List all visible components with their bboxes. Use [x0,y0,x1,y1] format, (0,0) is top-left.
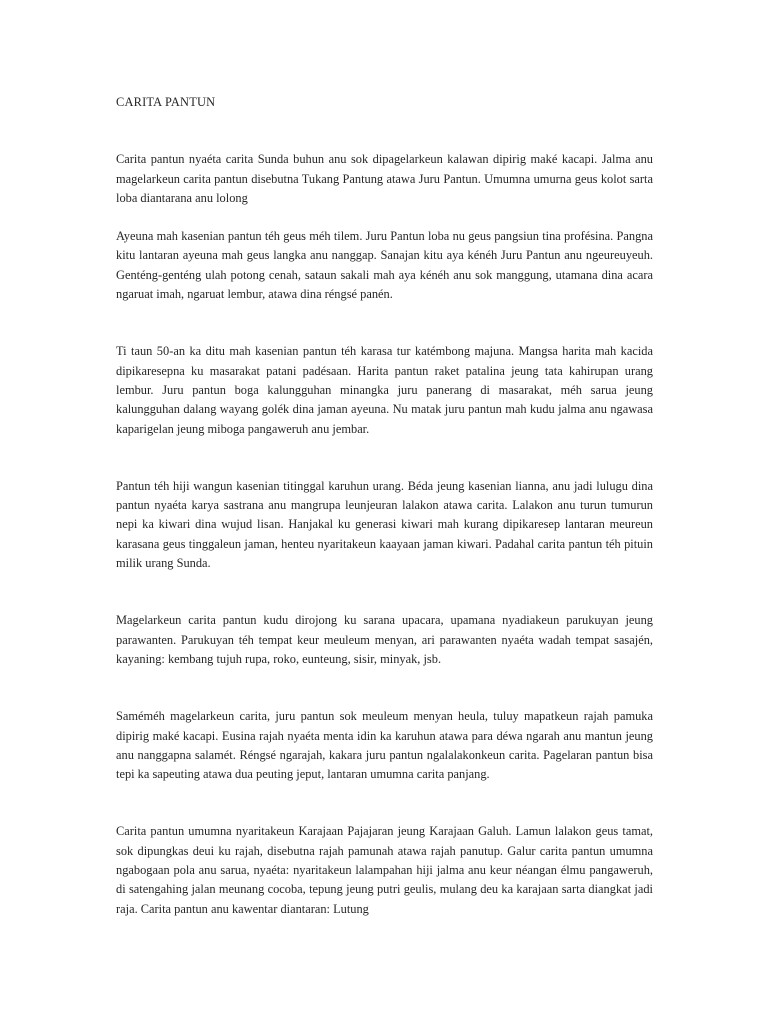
paragraph-3: Ti taun 50-an ka ditu mah kasenian pantun téh karasa tur katémbong majuna. Mangsa harita mah kacida dipikaresepna ku masarakat patani padésaan. Harita pantun raket patalina jeung tata kahirupan urang lembur. Juru pantun boga kalungguhan minangka juru panerang di masarakat, méh sarua jeung kalungguhan dalang wayang golék dina jaman ayeuna. Nu matak juru pantun mah kudu jalma anu ngawasa kaparigelan jeung miboga pangaweruh anu jembar. [116,344,653,436]
document-body [116,93,653,919]
paragraph-1: Carita pantun nyaéta carita Sunda buhun anu sok dipagelarkeun kalawan dipirig maké kacapi. Jalma anu magelarkeun carita pantun disebutna Tukang Pantung atawa Juru Pantun. Umumna umurna geus kolot sarta loba diantarana anu lolong [116,152,653,205]
document-title: CARITA PANTUN [116,95,216,109]
paragraph-2: Ayeuna mah kasenian pantun téh geus méh tilem. Juru Pantun loba nu geus pangsiun tina profésina. Pangna kitu lantaran ayeuna mah geus langka anu nanggap. Sanajan kitu aya kénéh Juru Pantun anu ngeureuyeuh. Genténg-genténg ulah potong cenah, sataun sakali mah aya kénéh anu sok manggung, utamana dina acara ngaruat imah, ngaruat lembur, atawa dina réngsé panén. [116,229,653,302]
paragraph-7: Carita pantun umumna nyaritakeun Karajaan Pajajaran jeung Karajaan Galuh. Lamun lalakon geus tamat, sok dipungkas deui ku rajah, disebutna rajah pamunah atawa rajah panutup. Galur carita pantun umumna ngabogaan pola anu sarua, nyaéta: nyaritakeun lalampahan hiji jalma anu keur néangan élmu pangaweruh, di satengahing jalan meunang cocoba, tepung jeung putri geulis, mulang deu ka karajaan sarta diangkat jadi raja. Carita pantun anu kawentar diantaran: Lutung [116,824,653,916]
paragraph-5: Magelarkeun carita pantun kudu dirojong ku sarana upacara, upamana nyadiakeun parukuyan jeung parawanten. Parukuyan téh tempat keur meuleum menyan, ari parawanten nyaéta wadah tempat sasajén, kayaning: kembang tujuh rupa, roko, eunteung, sisir, minyak, jsb. [116,613,653,666]
paragraph-4: Pantun téh hiji wangun kasenian titinggal karuhun urang. Béda jeung kasenian lianna, anu jadi lulugu dina pantun nyaéta karya sastrana anu mangrupa leunjeuran lalakon atawa carita. Lalakon anu turun tumurun nepi ka kiwari dina wujud lisan. Hanjakal ku generasi kiwari mah kurang dipikaresep lantaran meureun karasana geus tinggaleun jaman, henteu nyaritakeun kaayaan jaman kiwari. Padahal carita pantun téh pituin milik urang Sunda. [116,478,653,571]
paragraph-6: Saméméh magelarkeun carita, juru pantun sok meuleum menyan heula, tuluy mapatkeun rajah pamuka dipirig maké kacapi. Eusina rajah nyaéta menta idin ka karuhun atawa para déwa ngarah anu mantun jeung anu nanggapna salamét. Réngsé ngarajah, kakara juru pantun ngalalakonkeun carita. Pagelaran pantun bisa tepi ka sapeuting atawa dua peuting jeput, lantaran umumna carita panjang. [116,709,653,782]
